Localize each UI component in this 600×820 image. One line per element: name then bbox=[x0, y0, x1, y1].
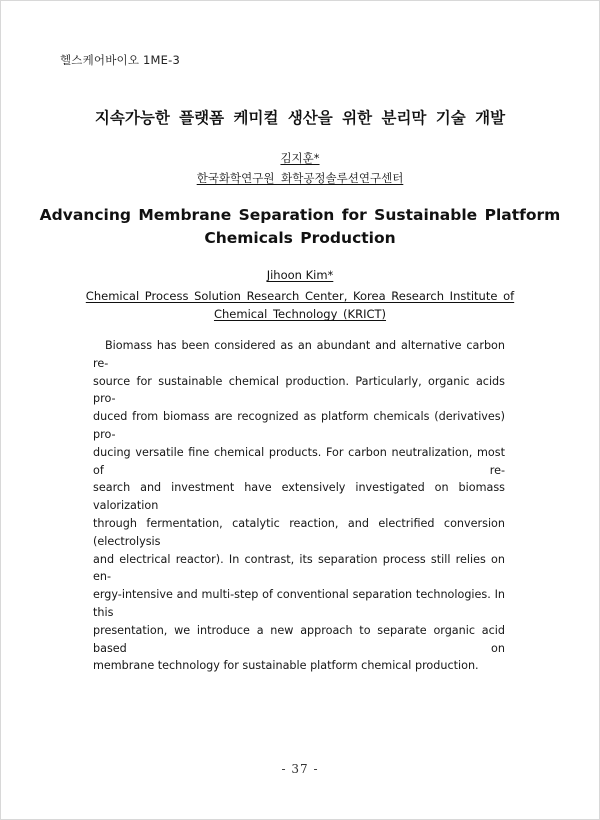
english-author bbox=[0, 268, 600, 282]
english-title-line-1: Advancing Membrane Separation for Sustainable Platform bbox=[39, 206, 561, 224]
abstract-line: source for sustainable chemical production. Particularly, organic acids pro- bbox=[93, 374, 505, 406]
korean-affiliation bbox=[0, 170, 600, 186]
session-code: 헬스케어바이오 1ME-3 bbox=[60, 53, 180, 67]
english-title-line-2: Chemicals Production bbox=[204, 229, 396, 247]
korean-affiliation-text: 한국화학연구원 화학공정솔루션연구센터 bbox=[196, 171, 404, 185]
korean-title: 지속가능한 플랫폼 케미컬 생산을 위한 분리막 기술 개발 bbox=[94, 109, 506, 127]
page-number: - 37 - bbox=[281, 762, 319, 776]
abstract-line: presentation, we introduce a new approach to separate organic acid based on bbox=[93, 623, 505, 655]
korean-author-name: 김지훈* bbox=[280, 151, 320, 165]
english-affiliation-line-2: Chemical Technology (KRICT) bbox=[213, 307, 387, 321]
english-author-name: Jihoon Kim* bbox=[266, 268, 334, 282]
abstract-line: search and investment have extensively investigated on biomass valorization bbox=[93, 481, 505, 513]
abstract-line: through fermentation, catalytic reaction, and electrified conversion (electrolysis bbox=[93, 516, 505, 548]
abstract-line: membrane technology for sustainable platform chemical production. bbox=[93, 659, 479, 673]
english-title bbox=[0, 204, 600, 250]
korean-author bbox=[0, 150, 600, 166]
english-affiliation bbox=[0, 287, 600, 323]
english-affiliation-line-1: Chemical Process Solution Research Center, Korea Research Institute of bbox=[85, 289, 515, 303]
abstract-line: and electrical reactor). In contrast, its separation process still relies on en- bbox=[93, 552, 505, 584]
abstract-body bbox=[93, 337, 505, 675]
abstract-line: Biomass has been considered as an abundant and alternative carbon re- bbox=[93, 339, 505, 370]
abstract-line: ergy-intensive and multi-step of conventional separation technologies. In this bbox=[93, 588, 505, 619]
abstract-line: duced from biomass are recognized as platform chemicals (derivatives) pro- bbox=[93, 410, 505, 441]
abstract-line: ducing versatile fine chemical products. For carbon neutralization, most of re- bbox=[93, 445, 505, 477]
